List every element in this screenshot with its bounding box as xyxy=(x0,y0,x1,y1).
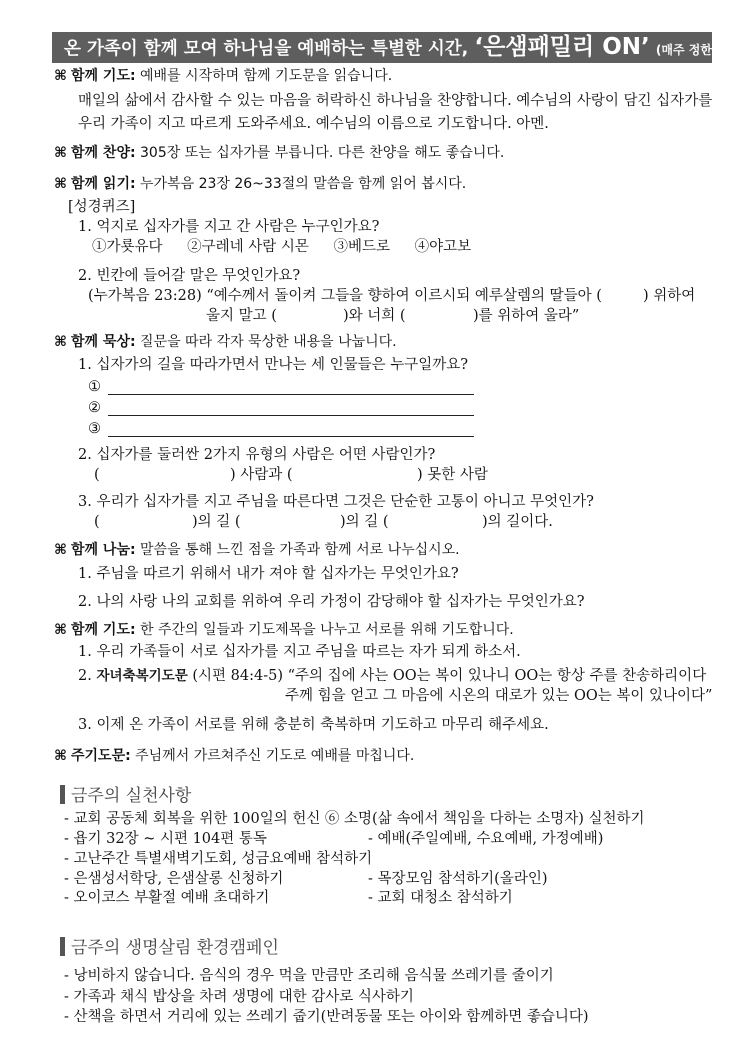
prayer-item-2 xyxy=(78,666,706,686)
command-symbol-icon: ⌘ xyxy=(54,145,67,161)
section-label: 함께 묵상: xyxy=(71,334,136,350)
quiz-option: ②구레네 사람 시몬 xyxy=(187,239,309,255)
practice-item: - 교회 공동체 회복을 위한 100일의 헌신 ⑥ 소명(삶 속에서 책임을 다하는 소명자) 실천하기 xyxy=(64,811,645,827)
section-text: 누가복음 23장 26~33절의 말씀을 함께 읽어 봅시다. xyxy=(135,176,467,192)
command-symbol-icon: ⌘ xyxy=(54,622,67,638)
section-label: 함께 기도: xyxy=(71,68,136,84)
campaign-heading xyxy=(60,936,279,960)
prayer-line-1: 매일의 삶에서 감사할 수 있는 마음을 허락하신 하나님을 찬양합니다. 예수님의 사랑이 담긴 십자가를 xyxy=(78,93,713,109)
section-text: 305장 또는 십자가를 부릅니다. 다른 찬양을 해도 좋습니다. xyxy=(135,145,505,161)
sharing-question-2: 2. 나의 사랑 나의 교회를 위하여 우리 가정이 감당해야 할 십자가는 무엇인가요? xyxy=(78,594,585,610)
practice-item-right: - 예배(주일예배, 수요예배, 가정예배) xyxy=(368,831,604,847)
practice-item: - 은샘성서학당, 은샘살롱 신청하기 xyxy=(64,871,284,887)
section-label: 함께 찬양: xyxy=(71,145,136,161)
prayer-item-3: 3. 이제 온 가족이 서로를 위해 충분히 축복하며 기도하고 마무리 해주세요. xyxy=(78,717,549,733)
prayer-item-1: 1. 우리 가족들이 서로 십자가를 지고 주님을 따르는 자가 되게 하소서. xyxy=(78,644,521,660)
practice-heading-text: 금주의 실천사항 xyxy=(71,786,192,806)
meditation-q2-a: ( xyxy=(94,467,100,483)
banner-suffix: (매주 정한 시간에) xyxy=(655,43,756,57)
banner-prefix: 온 가족이 함께 모여 하나님을 예배하는 특별한 시간, xyxy=(64,39,475,59)
section-label: 주기도문: xyxy=(71,748,131,764)
section-sharing xyxy=(54,540,460,560)
meditation-q3-b: )의 길 ( xyxy=(192,514,241,530)
section-label: 함께 기도: xyxy=(71,622,136,638)
quiz-q2-line-1: (누가복음 23:28) “예수께서 돌이켜 그들을 향하여 이르시되 예루살렘의 딸들아 ( xyxy=(88,288,602,304)
prayer-line-2: 우리 가족이 지고 따르게 도와주세요. 예수님의 이름으로 기도합니다. 아멘. xyxy=(78,116,549,132)
answer-line xyxy=(108,394,474,395)
section-hymn xyxy=(54,143,504,163)
quiz-option: ①가룟유다 xyxy=(92,239,163,255)
section-lords-prayer xyxy=(54,746,414,766)
section-text: 질문을 따라 각자 묵상한 내용을 나눕니다. xyxy=(135,334,397,350)
quiz-q2-line-1-end: ) 위하여 xyxy=(643,288,696,304)
section-reading xyxy=(54,174,466,194)
meditation-q2-c: ) 못한 사람 xyxy=(417,467,488,483)
command-symbol-icon: ⌘ xyxy=(54,748,67,764)
prayer-item-2-title: 자녀축복기도문 xyxy=(96,668,188,684)
prayer-item-2-line-2: 주께 힘을 얻고 그 마음에 시온의 대로가 있는 OO는 복이 있나이다” xyxy=(285,688,713,704)
meditation-q3-a: ( xyxy=(94,514,100,530)
campaign-heading-text: 금주의 생명살림 환경캠페인 xyxy=(71,938,279,958)
section-meditation xyxy=(54,332,397,352)
answer-mark: ② xyxy=(88,400,101,416)
quiz-options xyxy=(92,237,471,257)
answer-mark: ① xyxy=(88,379,101,395)
quiz-option: ③베드로 xyxy=(333,239,391,255)
answer-line xyxy=(108,415,474,416)
sharing-question-1: 1. 주님을 따르기 위해서 내가 져야 할 십자가는 무엇인가요? xyxy=(78,566,459,582)
practice-item: - 욥기 32장 ~ 시편 104편 통독 xyxy=(64,831,267,847)
prayer-item-2-number: 2. xyxy=(78,668,97,684)
quiz-q2-line-2c: )를 위하여 울라” xyxy=(473,308,580,324)
section-label: 함께 읽기: xyxy=(71,176,136,192)
practice-heading xyxy=(60,784,191,808)
quiz-q2-line-2a: 울지 말고 ( xyxy=(206,308,277,324)
answer-mark: ③ xyxy=(88,421,101,437)
quiz-q2-line-2b: )와 너희 ( xyxy=(343,308,406,324)
section-text: 예배를 시작하며 함께 기도문을 읽습니다. xyxy=(135,68,393,84)
quiz-question-2: 2. 빈칸에 들어갈 말은 무엇인가요? xyxy=(78,268,301,284)
quiz-option: ④야고보 xyxy=(414,239,472,255)
meditation-q3-c: )의 길 ( xyxy=(340,514,389,530)
quiz-title: [성경퀴즈] xyxy=(68,199,136,215)
practice-item: - 고난주간 특별새벽기도회, 성금요예배 참석하기 xyxy=(64,851,373,867)
title-banner xyxy=(52,32,756,63)
section-label: 함께 나눔: xyxy=(71,542,136,558)
heading-bar xyxy=(60,785,65,804)
command-symbol-icon: ⌘ xyxy=(54,334,67,350)
meditation-q3-d: )의 길이다. xyxy=(482,514,553,530)
command-symbol-icon: ⌘ xyxy=(54,68,67,84)
section-prayer-opening xyxy=(54,66,392,86)
section-text: 말씀을 통해 느낀 점을 가족과 함께 서로 나누십시오. xyxy=(135,542,460,558)
campaign-item: - 산책을 하면서 거리에 있는 쓰레기 줍기(반려동물 또는 아이와 함께하면 좋습니다) xyxy=(64,1009,589,1025)
heading-bar xyxy=(60,937,65,956)
meditation-question-3: 3. 우리가 십자가를 지고 주님을 따른다면 그것은 단순한 고통이 아니고 무엇인가? xyxy=(78,494,594,510)
command-symbol-icon: ⌘ xyxy=(54,542,67,558)
practice-item-right: - 목장모임 참석하기(올라인) xyxy=(368,871,548,887)
prayer-item-2-text: (시편 84:4-5) “주의 집에 사는 OO는 복이 있나니 OO는 항상 주를 찬송하리이다 xyxy=(187,668,707,684)
section-prayer-closing xyxy=(54,620,514,640)
meditation-q2-b: ) 사람과 ( xyxy=(230,467,293,483)
meditation-question-1: 1. 십자가의 길을 따라가면서 만나는 세 인물들은 누구일까요? xyxy=(78,357,469,373)
section-text: 한 주간의 일들과 기도제목을 나누고 서로를 위해 기도합니다. xyxy=(135,622,514,638)
campaign-item: - 가족과 채식 밥상을 차려 생명에 대한 감사로 식사하기 xyxy=(64,989,414,1005)
quiz-question-1: 1. 억지로 십자가를 지고 간 사람은 누구인가요? xyxy=(78,219,380,235)
practice-item: - 오이코스 부활절 예배 초대하기 xyxy=(64,890,270,906)
banner-title: ‘은샘패밀리 ON’ xyxy=(474,34,650,60)
command-symbol-icon: ⌘ xyxy=(54,176,67,192)
campaign-item: - 낭비하지 않습니다. 음식의 경우 먹을 만큼만 조리해 음식물 쓰레기를 줄이기 xyxy=(64,968,554,984)
practice-item-right: - 교회 대청소 참석하기 xyxy=(368,890,513,906)
answer-line xyxy=(108,436,474,437)
meditation-question-2: 2. 십자가를 둘러싼 2가지 유형의 사람은 어떤 사람인가? xyxy=(78,447,436,463)
section-text: 주님께서 가르쳐주신 기도로 예배를 마칩니다. xyxy=(130,748,415,764)
